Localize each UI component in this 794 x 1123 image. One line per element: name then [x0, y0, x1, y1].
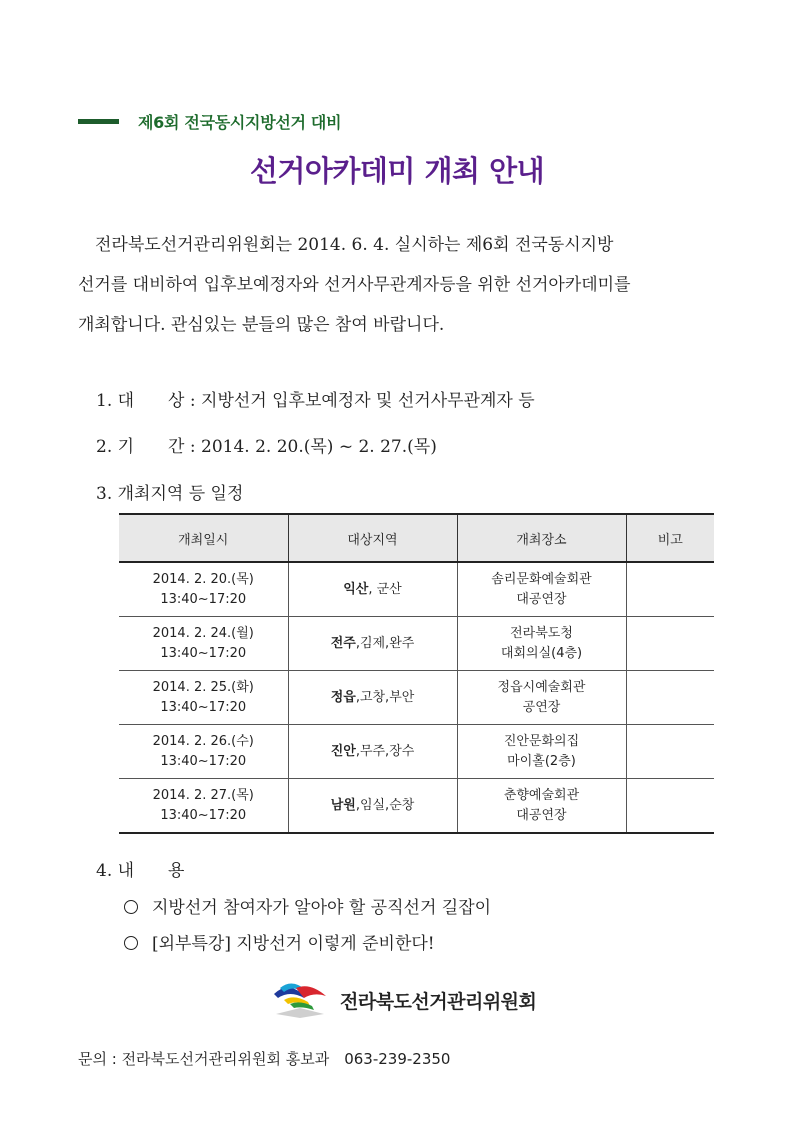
circle-bullet-icon: [124, 900, 138, 914]
page-title: 선거아카데미 개최 안내: [249, 154, 545, 188]
item-period-value: 2014. 2. 20.(목) ~ 2. 27.(목): [201, 437, 437, 457]
header-region: 대상지역: [288, 514, 457, 562]
cell-venue: [457, 671, 626, 725]
cell-venue-room: 마이홀(2층): [507, 753, 576, 769]
cell-venue-room: 대회의실(4층): [500, 645, 583, 661]
cell-datetime: [119, 562, 288, 617]
cell-time: 13:40~17:20: [160, 807, 247, 823]
cell-time: 13:40~17:20: [160, 591, 247, 607]
cell-venue: [457, 562, 626, 617]
cell-region: [288, 725, 457, 779]
table-row: [119, 617, 714, 671]
content-text: 지방선거 참여자가 알아야 할 공직선거 길잡이: [152, 898, 492, 918]
cell-venue-name: 솜리문화예술회관: [491, 571, 592, 587]
cell-venue-name: 전라북도청: [510, 625, 573, 641]
cell-date: 2014. 2. 27.(목): [152, 787, 254, 803]
cell-time: 13:40~17:20: [160, 753, 247, 769]
cell-venue-room: 대공연장: [516, 591, 567, 607]
cell-venue-name: 춘향예술회관: [503, 787, 580, 803]
cell-region-rest: ,고창,부안: [355, 689, 415, 705]
intro-paragraph: [78, 225, 718, 345]
cell-venue-name: 정읍시예술회관: [497, 679, 586, 695]
contact-info: 문의 : 전라북도선거관리위원회 홍보과 063-239-2350: [78, 1050, 451, 1068]
cell-datetime: [119, 617, 288, 671]
cell-region-rest: ,임실,순창: [355, 797, 415, 813]
cell-venue-room: 공연장: [522, 699, 561, 715]
cell-datetime: [119, 725, 288, 779]
item-target-label: 1. 대 상: [96, 391, 185, 411]
org-name: 전라북도선거관리위원회: [340, 991, 537, 1013]
cell-date: 2014. 2. 26.(수): [152, 733, 254, 749]
item-schedule-title: 3. 개최지역 등 일정: [96, 484, 244, 504]
cell-venue-room: 대공연장: [516, 807, 567, 823]
cell-region-main: 정읍: [330, 689, 356, 705]
cell-region-rest: ,김제,완주: [355, 635, 415, 651]
header-venue: 개최장소: [457, 514, 626, 562]
item-content-title: 4. 내 용: [96, 861, 185, 881]
table-row: [119, 725, 714, 779]
cell-note: [626, 562, 714, 617]
table-header-row: [119, 514, 714, 562]
cell-date: 2014. 2. 20.(목): [152, 571, 254, 587]
item-target: [96, 386, 535, 411]
intro-line: 개최합니다. 관심있는 분들의 많은 참여 바랍니다.: [78, 315, 445, 335]
cell-region: [288, 779, 457, 834]
cell-venue-name: 진안문화의집: [503, 733, 580, 749]
cell-note: [626, 671, 714, 725]
content-bullet: [124, 929, 435, 954]
cell-venue: [457, 617, 626, 671]
cell-region-main: 남원: [330, 797, 356, 813]
schedule-table: [119, 513, 714, 834]
item-target-value: 지방선거 입후보예정자 및 선거사무관계자 등: [201, 391, 535, 411]
election-commission-logo-icon: [270, 974, 330, 1020]
kicker-text: 제6회 전국동시지방선거 대비: [138, 113, 342, 132]
cell-region: [288, 617, 457, 671]
content-text: [외부특강] 지방선거 이렇게 준비한다!: [152, 934, 435, 954]
header-date: 개최일시: [119, 514, 288, 562]
cell-region-rest: , 군산: [368, 581, 402, 597]
cell-datetime: [119, 779, 288, 834]
cell-region: [288, 562, 457, 617]
item-period-label: 2. 기 간: [96, 437, 185, 457]
cell-region-main: 전주: [330, 635, 356, 651]
item-target-sep: :: [184, 391, 202, 411]
content-bullet: [124, 893, 491, 918]
cell-note: [626, 779, 714, 834]
table-row: [119, 562, 714, 617]
cell-datetime: [119, 671, 288, 725]
item-period-sep: :: [184, 437, 202, 457]
cell-date: 2014. 2. 25.(화): [152, 679, 254, 695]
cell-time: 13:40~17:20: [160, 699, 247, 715]
cell-venue: [457, 725, 626, 779]
cell-date: 2014. 2. 24.(월): [152, 625, 254, 641]
circle-bullet-icon: [124, 936, 138, 950]
cell-region-rest: ,무주,장수: [355, 743, 415, 759]
cell-region-main: 진안: [330, 743, 356, 759]
table-row: [119, 779, 714, 834]
table-row: [119, 671, 714, 725]
cell-region-main: 익산: [343, 581, 369, 597]
header-note: 비고: [626, 514, 714, 562]
cell-note: [626, 725, 714, 779]
kicker-bar: [78, 119, 119, 124]
intro-line: 전라북도선거관리위원회는 2014. 6. 4. 실시하는 제6회 전국동시지방: [78, 235, 614, 255]
cell-region: [288, 671, 457, 725]
cell-note: [626, 617, 714, 671]
intro-line: 선거를 대비하여 입후보예정자와 선거사무관계자등을 위한 선거아카데미를: [78, 275, 631, 295]
item-period: [96, 432, 437, 457]
cell-time: 13:40~17:20: [160, 645, 247, 661]
cell-venue: [457, 779, 626, 834]
